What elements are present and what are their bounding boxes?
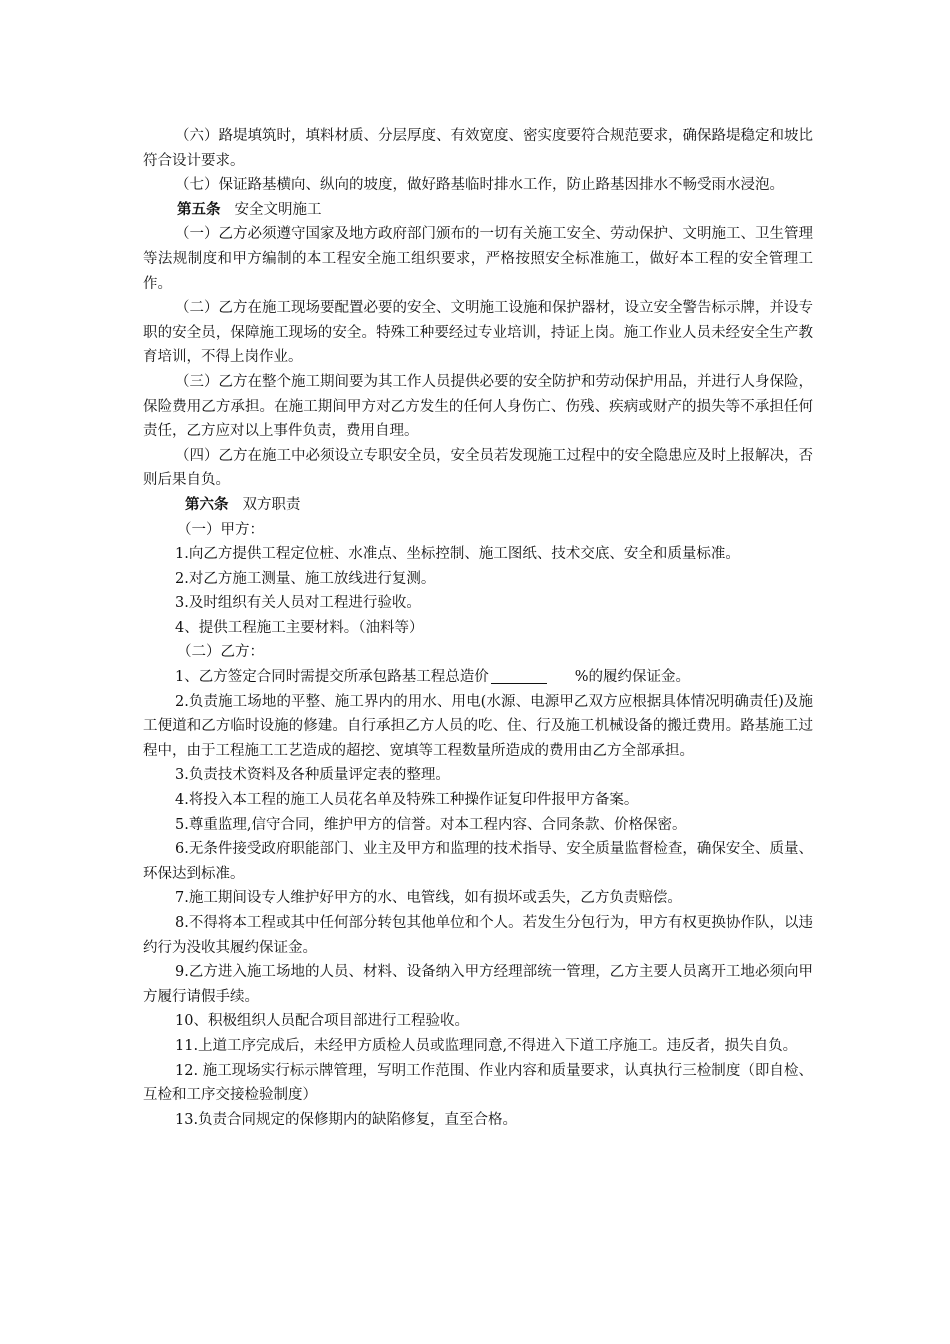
list-item: 9.乙方进入施工场地的人员、材料、设备纳入甲方经理部统一管理，乙方主要人员离开工地必须向甲方履行请假手续。	[143, 964, 813, 1005]
document-page	[143, 124, 813, 1132]
list-item: 7.施工期间设专人维护好甲方的水、电管线，如有损坏或丢失，乙方负责赔偿。	[175, 890, 682, 907]
party-a-label: （一）甲方：	[177, 521, 264, 538]
list-item: 12. 施工现场实行标示牌管理，写明工作范围、作业内容和质量要求，认真执行三检制度（即自检、互检和工序交接检验制度）	[143, 1062, 813, 1104]
item-text: %的履约保证金。	[574, 669, 691, 686]
paragraph: （六）路堤填筑时，填料材质、分层厚度、有效宽度、密实度要符合规范要求，确保路堤稳定和坡比符合设计要求。	[143, 128, 813, 169]
list-item	[143, 665, 813, 690]
fill-in-blank[interactable]	[491, 668, 547, 684]
article-number: 第六条	[185, 495, 229, 513]
item-text: 1、乙方签定合同时需提交所承包路基工程总造价	[175, 669, 489, 686]
list-item: 4.将投入本工程的施工人员花名单及特殊工种操作证复印件报甲方备案。	[175, 792, 639, 809]
list-item: 2.对乙方施工测量、施工放线进行复测。	[175, 570, 436, 587]
list-item: 8.不得将本工程或其中任何部分转包其他单位和个人。若发生分包行为，甲方有权更换协作队，以违约行为没收其履约保证金。	[143, 915, 813, 956]
paragraph: （四）乙方在施工中必须设立专职安全员，安全员若发现施工过程中的安全隐患应及时上报解决，否则后果自负。	[143, 447, 813, 489]
list-item: 5.尊重监理,信守合同，维护甲方的信誉。对本工程内容、合同条款、价格保密。	[175, 816, 687, 833]
party-b-label: （二）乙方：	[177, 644, 264, 661]
article-title: 安全文明施工	[234, 201, 322, 218]
list-item: 3.及时组织有关人员对工程进行验收。	[175, 595, 421, 612]
paragraph: （一）乙方必须遵守国家及地方政府部门颁布的一切有关施工安全、劳动保护、文明施工、卫生管理等法规制度和甲方编制的本工程安全施工组织要求，严格按照安全标准施工，做好本工程的安全管理工作。	[143, 226, 813, 292]
list-item: 13.负责合同规定的保修期内的缺陷修复，直至合格。	[175, 1111, 518, 1128]
article-title: 双方职责	[242, 496, 301, 513]
list-item: 10、积极组织人员配合项目部进行工程验收。	[175, 1013, 469, 1030]
article-5-heading	[143, 198, 813, 223]
list-item: 2.负责施工场地的平整、施工界内的用水、用电(水源、电源甲乙双方应根据具体情况明确责任)及施工便道和乙方临时设施的修建。自行承担乙方人员的吃、住、行及施工机械设备的搬迁费用。路基施工过程中，由于工程施工工艺造成的超挖、宽填等工程数量所造成的费用由乙方全部承担。	[143, 693, 813, 759]
article-number: 第五条	[177, 200, 221, 218]
list-item: 11.上道工序完成后，未经甲方质检人员或监理同意,不得进入下道工序施工。违反者，损失自负。	[175, 1037, 798, 1054]
list-item: 1.向乙方提供工程定位桩、水准点、坐标控制、施工图纸、技术交底、安全和质量标准。	[175, 546, 740, 563]
list-item: 4、提供工程施工主要材料。（油料等）	[175, 619, 424, 636]
paragraph: （三）乙方在整个施工期间要为其工作人员提供必要的安全防护和劳动保护用品，并进行人身保险，保险费用乙方承担。在施工期间甲方对乙方发生的任何人身伤亡、伤残、疾病或财产的损失等不承担任何责任，乙方应对以上事件负责，费用自理。	[143, 373, 813, 440]
paragraph: （七）保证路基横向、纵向的坡度，做好路基临时排水工作，防止路基因排水不畅受雨水浸泡。	[175, 177, 784, 194]
list-item: 6.无条件接受政府职能部门、业主及甲方和监理的技术指导、安全质量监督检查，确保安全、质量、环保达到标准。	[143, 841, 813, 882]
list-item: 3.负责技术资料及各种质量评定表的整理。	[175, 767, 450, 784]
paragraph: （二）乙方在施工现场要配置必要的安全、文明施工设施和保护器材，设立安全警告标示牌，并设专职的安全员，保障施工现场的安全。特殊工种要经过专业培训，持证上岗。施工作业人员未经安全生产教育培训，不得上岗作业。	[143, 300, 813, 366]
article-6-heading	[143, 493, 813, 518]
